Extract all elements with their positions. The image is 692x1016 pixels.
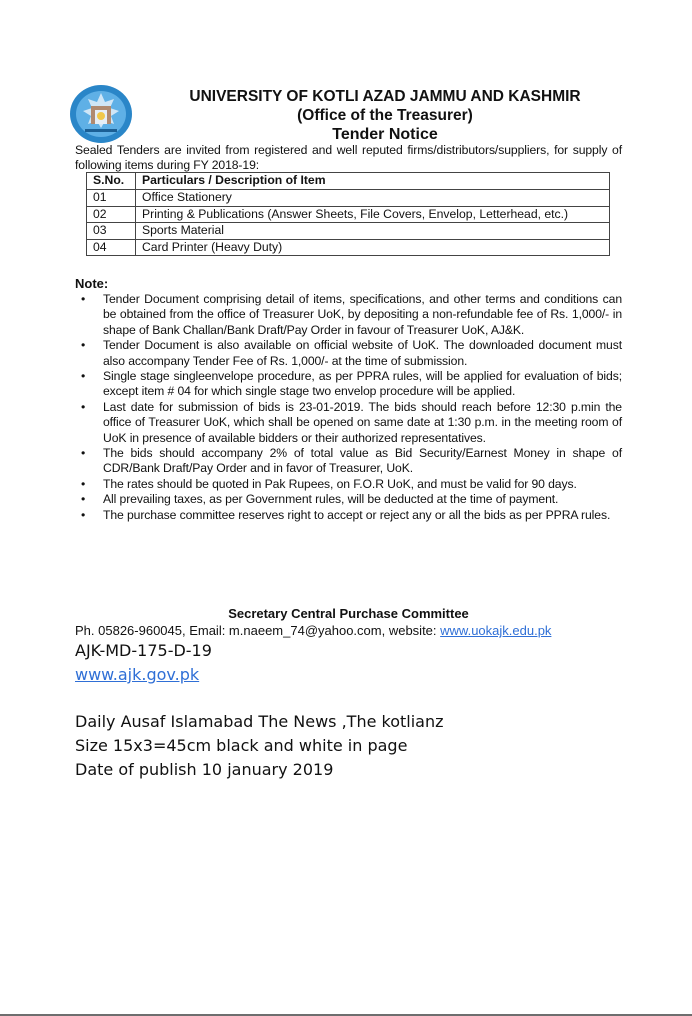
note-item [75, 400, 622, 446]
note-text: Tender Document comprising detail of items, specifications, and other terms and conditions can be obtained from the office of Treasurer UoK, by depositing a non-refundable fee of Rs. 1,000/- in shape of Bank Challan/Bank Draft/Pay Order in favour of Treasurer UoK, AJ&K. [103, 292, 622, 337]
row-description: Office Stationery [136, 190, 610, 207]
university-seal-icon [69, 84, 133, 144]
office-name: (Office of the Treasurer) [297, 107, 473, 124]
row-description: Sports Material [136, 223, 610, 240]
note-heading: Note: [75, 276, 109, 291]
column-header-description: Particulars / Description of Item [136, 173, 610, 190]
table-row [87, 239, 610, 256]
note-text: All prevailing taxes, as per Government rules, will be deducted at the time of payment. [103, 492, 559, 507]
note-item [75, 292, 622, 338]
intro-paragraph: Sealed Tenders are invited from registered and well reputed firms/distributors/suppliers, for supply of following items during FY 2018-19: [75, 143, 622, 172]
bullet-icon: • [81, 507, 86, 522]
university-logo [69, 84, 133, 144]
signature-line: Secretary Central Purchase Committee [228, 606, 469, 621]
note-text: The bids should accompany 2% of total value as Bid Security/Earnest Money in shape of CDR/Bank Draft/Pay Order and in favor of Treasurer, UoK. [103, 446, 622, 476]
column-header-sno: S.No. [87, 173, 136, 190]
row-sno: 04 [87, 239, 136, 256]
note-text: Single stage singleenvelope procedure, as per PPRA rules, will be applied for evaluation of bids; except item # 04 for which single stage two envelop procedure will be applied. [103, 369, 622, 399]
note-text: Last date for submission of bids is 23-01-2019. The bids should reach before 12:30 p.min the office of Treasurer UoK, which shall be opened on same date at 1:30 p.m. in the meeting room of UoK in presence of available bidders or their authorized representatives. [103, 399, 622, 445]
items-table [86, 172, 610, 256]
table-row [87, 190, 610, 207]
note-item [75, 508, 622, 523]
table-row [87, 223, 610, 240]
publication-date: Date of publish 10 january 2019 [75, 760, 334, 779]
note-item [75, 369, 622, 400]
bullet-icon: • [81, 476, 86, 491]
note-text: The purchase committee reserves right to accept or reject any or all the bids as per PPRA rules. [103, 507, 611, 522]
bullet-icon: • [81, 369, 86, 384]
note-text: Tender Document is also available on official website of UoK. The downloaded document must also accompany Tender Fee of Rs. 1,000/- at the time of submission. [103, 338, 622, 368]
university-website-link[interactable]: www.uokajk.edu.pk [440, 623, 552, 638]
publication-size: Size 15x3=45cm black and white in page [75, 736, 408, 755]
reference-number: AJK-MD-175-D-19 [75, 641, 212, 660]
contact-line [75, 623, 635, 638]
table-header-row [87, 173, 610, 190]
bullet-icon: • [81, 338, 86, 353]
institution-name: UNIVERSITY OF KOTLI AZAD JAMMU AND KASHMIR [189, 88, 581, 105]
note-item [75, 477, 622, 492]
table-row [87, 206, 610, 223]
publication-newspapers: Daily Ausaf Islamabad The News ,The kotlianz [75, 712, 444, 731]
ajk-website-link[interactable]: www.ajk.gov.pk [75, 665, 200, 684]
row-description: Card Printer (Heavy Duty) [136, 239, 610, 256]
contact-text: Ph. 05826-960045, Email: m.naeem_74@yahoo.com, website: [75, 623, 441, 638]
note-text: The rates should be quoted in Pak Rupees, on F.O.R UoK, and must be valid for 90 days. [103, 476, 577, 491]
row-sno: 03 [87, 223, 136, 240]
bullet-icon: • [81, 292, 86, 306]
bullet-icon: • [81, 446, 86, 461]
ajk-line [75, 665, 199, 684]
row-description: Printing & Publications (Answer Sheets, File Covers, Envelop, Letterhead, etc.) [136, 206, 610, 223]
note-item [75, 446, 622, 477]
note-item [75, 492, 622, 507]
note-item [75, 338, 622, 369]
row-sno: 02 [87, 206, 136, 223]
notice-title: Tender Notice [332, 126, 438, 143]
bullet-icon: • [81, 399, 86, 414]
row-sno: 01 [87, 190, 136, 207]
bullet-icon: • [81, 492, 86, 507]
notes-list [75, 292, 622, 523]
